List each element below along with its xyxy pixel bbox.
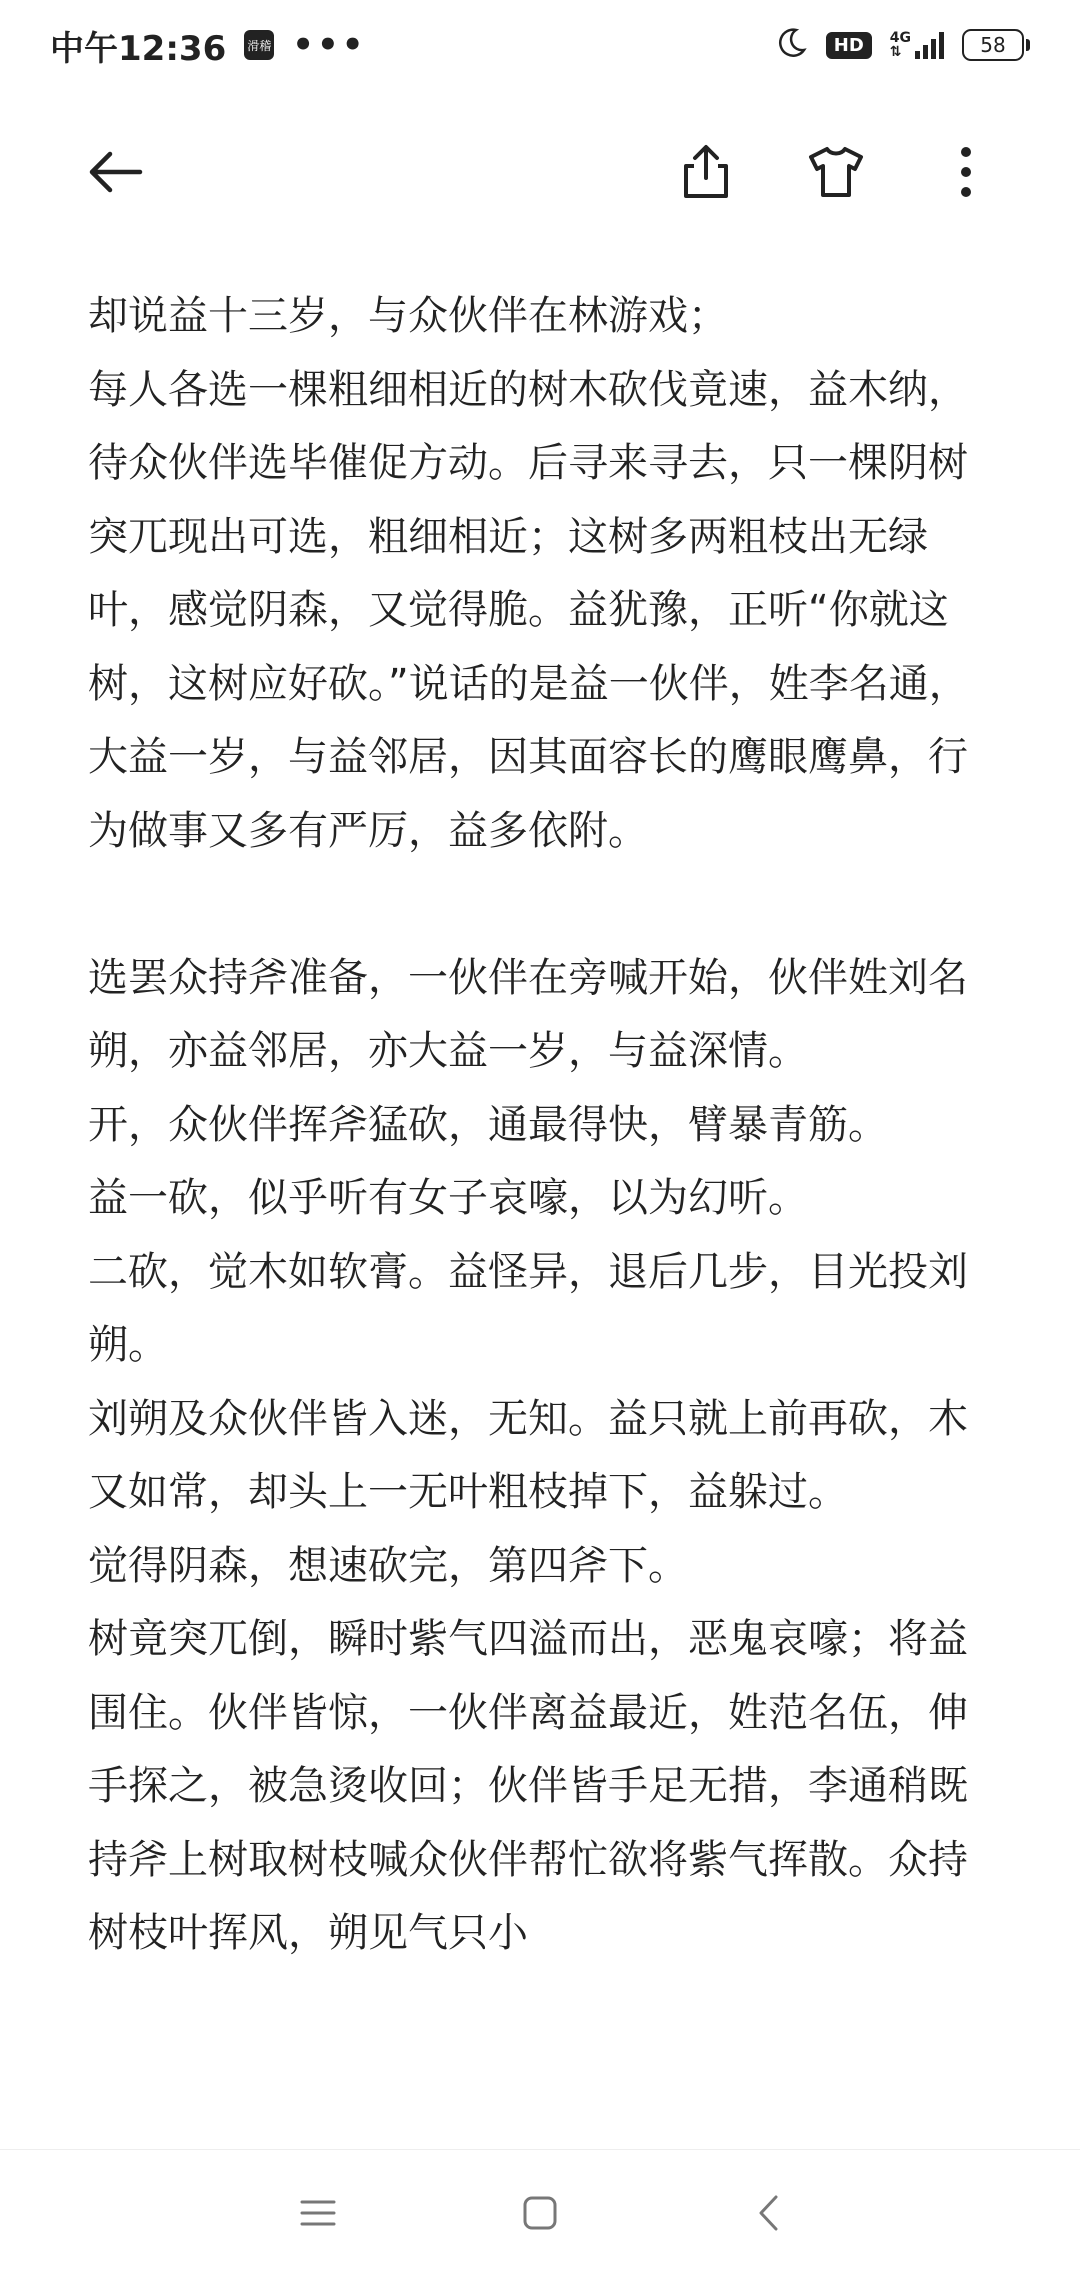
network-type: 4G xyxy=(889,30,911,46)
paragraph: 每人各选一棵粗细相近的树木砍伐竟速，益木纳，待众伙伴选毕催促方动。后寻来寻去，只一棵阴树突兀现出可选，粗细相近；这树多两粗枝出无绿叶，感觉阴森，又觉得脆。益犹豫，正听“你就这树，这树应好砍。”说话的是益一伙伴，姓李名通，大益一岁，与益邻居，因其面容长的鹰眼鹰鼻，行为做事又多有严厉，益多依附。 xyxy=(88,366,969,854)
recent-apps-button[interactable] xyxy=(288,2185,348,2245)
status-right xyxy=(774,26,1030,64)
tshirt-icon xyxy=(805,141,867,207)
moon-icon xyxy=(774,26,808,64)
more-notifications-icon: ••• xyxy=(292,25,367,65)
paragraph: 却说益十三岁，与众伙伴在林游戏； xyxy=(88,293,728,339)
menu-icon xyxy=(300,2198,336,2232)
more-options-button[interactable] xyxy=(930,138,1002,210)
home-square-icon xyxy=(522,2195,558,2235)
back-button[interactable] xyxy=(80,138,152,210)
app-notification-icon: 滑稽 xyxy=(244,30,274,60)
status-time: 中午12:36 xyxy=(50,28,227,69)
home-button[interactable] xyxy=(510,2185,570,2245)
share-icon xyxy=(676,142,736,206)
signal-icon xyxy=(915,31,944,59)
battery-icon xyxy=(962,29,1030,61)
hd-icon: HD xyxy=(826,32,872,59)
paragraph: 选罢众持斧准备，一伙伴在旁喊开始，伙伴姓刘名朔，亦益邻居，亦大益一岁，与益深情。 xyxy=(88,954,968,1074)
paragraph: 二砍，觉木如软膏。益怪异，退后几步，目光投刘朔。 xyxy=(88,1248,968,1368)
reader-toolbar xyxy=(0,120,1080,230)
system-back-button[interactable] xyxy=(738,2185,798,2245)
system-nav-bar xyxy=(0,2149,1080,2280)
paragraph: 益一砍，似乎听有女子哀嚎，以为幻听。 xyxy=(88,1175,808,1221)
more-vertical-icon xyxy=(956,142,976,206)
network-indicator xyxy=(890,31,944,59)
theme-button[interactable] xyxy=(800,138,872,210)
back-arrow-icon xyxy=(84,140,148,208)
share-button[interactable] xyxy=(670,138,742,210)
data-arrows-icon: ⇅ xyxy=(889,44,902,60)
reading-content xyxy=(88,280,1003,1971)
status-left xyxy=(50,21,366,70)
back-chevron-icon xyxy=(756,2193,780,2237)
paragraph: 刘朔及众伙伴皆入迷，无知。益只就上前再砍，木又如常，却头上一无叶粗枝掉下，益躲过。 xyxy=(88,1395,968,1515)
paragraph: 开，众伙伴挥斧猛砍，通最得快，臂暴青筋。 xyxy=(88,1101,888,1148)
paragraph: 觉得阴森，想速砍完，第四斧下。 xyxy=(88,1542,688,1589)
status-bar xyxy=(0,0,1080,90)
paragraph-spacer xyxy=(88,868,1003,942)
battery-level: 58 xyxy=(962,29,1024,61)
paragraph: 树竟突兀倒，瞬时紫气四溢而出，恶鬼哀嚎；将益围住。伙伴皆惊，一伙伴离益最近，姓范名伍，伸手探之，被急烫收回；伙伴皆手足无措，李通稍既持斧上树取树枝喊众伙伴帮忙欲将紫气挥散。众持树枝叶挥风，朔见气只小 xyxy=(88,1616,968,1956)
